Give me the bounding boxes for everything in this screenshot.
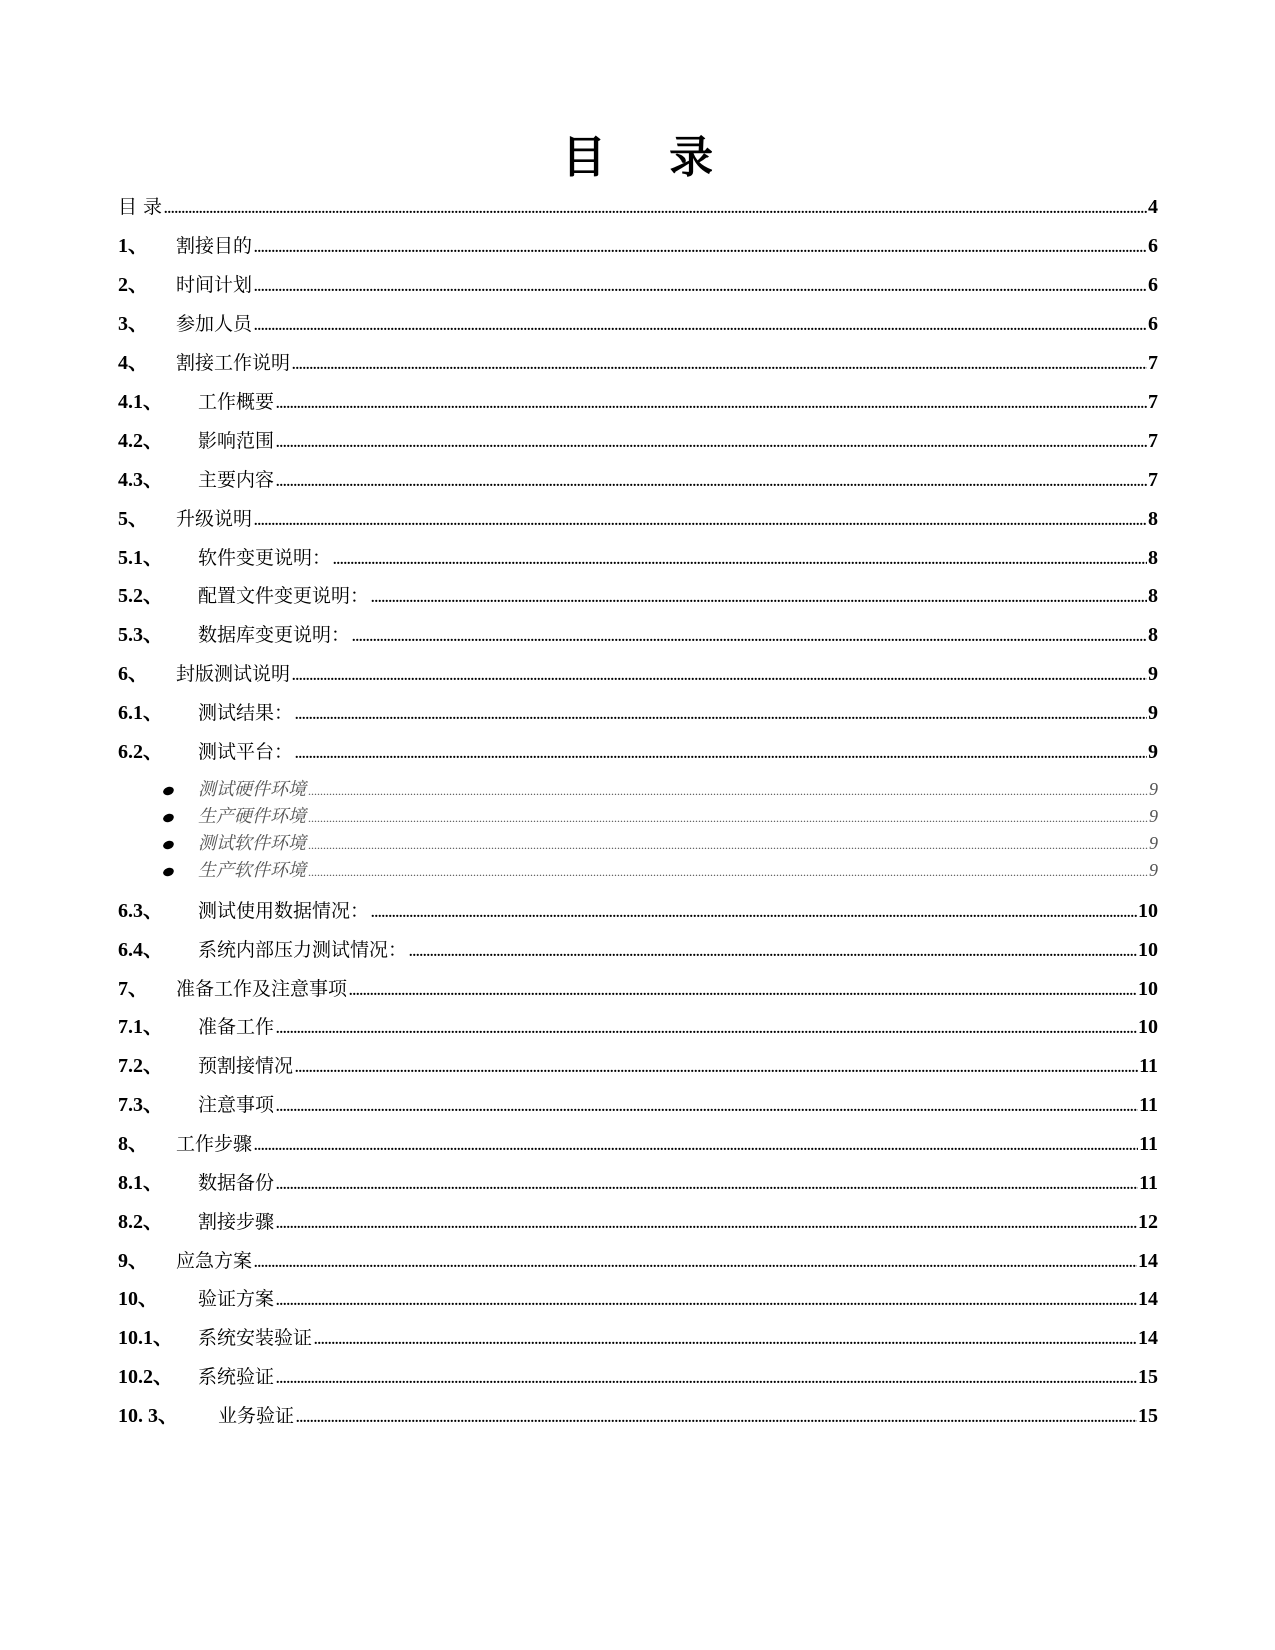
toc-entry[interactable]: [118, 1013, 1158, 1044]
toc-leader-dots: [295, 1055, 1138, 1083]
toc-entry-page-number: 8: [1148, 547, 1158, 569]
toc-entry-label: 预割接情况: [198, 1055, 294, 1077]
toc-entry-label: 割接工作说明: [176, 352, 291, 374]
toc-entry-page-number: 14: [1138, 1250, 1158, 1272]
toc-entry-number: 4.1、: [118, 391, 163, 413]
bullet-icon: [162, 812, 175, 823]
table-of-contents: [118, 0, 1158, 1650]
toc-entry-page-number: 6: [1148, 274, 1158, 296]
toc-entry[interactable]: [118, 699, 1158, 730]
toc-entry-number: 7.1、: [118, 1016, 163, 1038]
toc-entry-number: 10.1、: [118, 1327, 173, 1349]
toc-entry-page-number: 9: [1149, 779, 1158, 799]
toc-entry-label: 数据备份: [198, 1172, 275, 1194]
toc-entry[interactable]: [118, 777, 1158, 803]
toc-entry[interactable]: [118, 858, 1158, 884]
toc-entry[interactable]: [118, 897, 1158, 928]
toc-entry-number: 10.2、: [118, 1366, 173, 1388]
toc-entry[interactable]: [118, 193, 1158, 224]
toc-entry-page-number: 14: [1138, 1327, 1158, 1349]
toc-entry-number: 1、: [118, 235, 148, 257]
toc-leader-dots: [308, 860, 1148, 884]
toc-entry-number: 5、: [118, 508, 148, 530]
toc-leader-dots: [276, 430, 1147, 458]
toc-entry-number: 6.2、: [118, 741, 163, 763]
toc-entry-label: 测试平台：: [198, 741, 294, 763]
toc-entry-label: 软件变更说明：: [198, 547, 332, 569]
toc-leader-dots: [352, 624, 1147, 652]
toc-leader-dots: [254, 508, 1147, 536]
toc-entry-page-number: 7: [1148, 469, 1158, 491]
toc-entry-label: 工作步骤: [176, 1133, 253, 1155]
toc-entry-label: 准备工作及注意事项: [176, 978, 348, 1000]
toc-entry-label: 影响范围: [198, 430, 275, 452]
toc-entry-page-number: 15: [1138, 1405, 1158, 1427]
toc-entry[interactable]: [118, 427, 1158, 458]
toc-entry-page-number: 15: [1138, 1366, 1158, 1388]
toc-leader-dots: [308, 806, 1148, 830]
toc-entry-page-number: 11: [1139, 1055, 1158, 1077]
toc-entry-page-number: 9: [1148, 663, 1158, 685]
toc-entry[interactable]: [118, 804, 1158, 830]
toc-leader-dots: [254, 274, 1147, 302]
toc-entry-number: 8、: [118, 1133, 148, 1155]
toc-entry-number: 6.1、: [118, 702, 163, 724]
toc-entry[interactable]: [118, 232, 1158, 263]
toc-entry-number: 6、: [118, 663, 148, 685]
toc-leader-dots: [295, 702, 1147, 730]
toc-entry-label: 割接步骤: [198, 1211, 275, 1233]
toc-entry-page-number: 6: [1148, 235, 1158, 257]
toc-leader-dots: [254, 1250, 1137, 1278]
toc-entry[interactable]: [118, 271, 1158, 302]
toc-entry[interactable]: [118, 1091, 1158, 1122]
toc-entry-page-number: 8: [1148, 508, 1158, 530]
toc-entry-page-number: 7: [1148, 391, 1158, 413]
toc-entry-label: 系统验证: [198, 1366, 275, 1388]
toc-entry-label: 数据库变更说明：: [198, 624, 351, 646]
toc-entry-label: 生产软件环境: [198, 860, 306, 881]
toc-leader-dots: [276, 1094, 1138, 1122]
toc-entry-page-number: 9: [1149, 806, 1158, 826]
toc-entry-number: 7.3、: [118, 1094, 163, 1116]
toc-entry-page-number: 9: [1148, 741, 1158, 763]
toc-entry[interactable]: [118, 660, 1158, 691]
toc-entry-number: 5.3、: [118, 624, 163, 646]
toc-leader-dots: [371, 585, 1147, 613]
bullet-icon: [162, 785, 175, 796]
toc-leader-dots: [254, 235, 1147, 263]
toc-entry[interactable]: [118, 544, 1158, 575]
toc-entry[interactable]: [118, 1208, 1158, 1239]
toc-entry-label: 应急方案: [176, 1250, 253, 1272]
toc-entry[interactable]: [118, 388, 1158, 419]
toc-entry[interactable]: [118, 1169, 1158, 1200]
toc-entry-number: 9、: [118, 1250, 148, 1272]
toc-entry-number: 4、: [118, 352, 148, 374]
toc-leader-dots: [276, 1172, 1138, 1200]
toc-entry-label: 配置文件变更说明：: [198, 585, 370, 607]
toc-entry-label: 测试使用数据情况：: [198, 900, 370, 922]
toc-entry-number: 6.4、: [118, 939, 163, 961]
toc-entry[interactable]: [118, 310, 1158, 341]
toc-entry-number: 2、: [118, 274, 148, 296]
toc-entry[interactable]: [118, 936, 1158, 967]
toc-entry-number: 4.2、: [118, 430, 163, 452]
toc-entry-number: 8.1、: [118, 1172, 163, 1194]
toc-entry-number: 4.3、: [118, 469, 163, 491]
toc-entry-number: 3、: [118, 313, 148, 335]
toc-entry[interactable]: [118, 349, 1158, 380]
toc-leader-dots: [292, 352, 1147, 380]
toc-leader-dots: [276, 469, 1147, 497]
toc-entry[interactable]: [118, 1247, 1158, 1278]
toc-entry-page-number: 9: [1149, 860, 1158, 880]
toc-leader-dots: [254, 1133, 1138, 1161]
toc-entry[interactable]: [118, 1324, 1158, 1355]
toc-entry-label: 测试软件环境: [198, 833, 306, 854]
toc-entry-label: 验证方案: [198, 1288, 275, 1310]
toc-entry[interactable]: [118, 831, 1158, 857]
toc-entry-page-number: 10: [1138, 900, 1158, 922]
toc-entry-label: 准备工作: [198, 1016, 275, 1038]
toc-leader-dots: [276, 391, 1147, 419]
toc-entry[interactable]: [118, 505, 1158, 536]
toc-entry-label: 封版测试说明: [176, 663, 291, 685]
toc-leader-dots: [276, 1366, 1137, 1394]
toc-leader-dots: [296, 1405, 1137, 1433]
toc-entry-label: 参加人员: [176, 313, 253, 335]
toc-entry-page-number: 11: [1139, 1172, 1158, 1194]
toc-entry-page-number: 8: [1148, 585, 1158, 607]
toc-leader-dots: [276, 1211, 1137, 1239]
toc-entry-number: 6.3、: [118, 900, 163, 922]
toc-entry-label: 主要内容: [198, 469, 275, 491]
toc-entry-page-number: 8: [1148, 624, 1158, 646]
toc-leader-dots: [349, 978, 1137, 1006]
toc-entry-label: 生产硬件环境: [198, 806, 306, 827]
toc-leader-dots: [295, 741, 1147, 769]
toc-leader-dots: [333, 547, 1147, 575]
toc-leader-dots: [276, 1016, 1137, 1044]
toc-entry-label: 目 录: [118, 196, 163, 218]
toc-entry-page-number: 12: [1138, 1211, 1158, 1233]
toc-leader-dots: [409, 939, 1137, 967]
toc-entry-page-number: 4: [1148, 196, 1158, 218]
toc-leader-dots: [164, 196, 1147, 224]
toc-entry[interactable]: [118, 975, 1158, 1006]
toc-entry[interactable]: [118, 1402, 1158, 1433]
toc-entry-page-number: 7: [1148, 352, 1158, 374]
toc-entry-number: 7、: [118, 978, 148, 1000]
toc-leader-dots: [276, 1288, 1137, 1316]
toc-entry-page-number: 11: [1139, 1094, 1158, 1116]
toc-entry-label: 注意事项: [198, 1094, 275, 1116]
toc-entry[interactable]: [118, 1363, 1158, 1394]
toc-entry[interactable]: [118, 1285, 1158, 1316]
toc-entry-page-number: 10: [1138, 1016, 1158, 1038]
bullet-icon: [162, 839, 175, 850]
toc-entry-number: 8.2、: [118, 1211, 163, 1233]
toc-entry[interactable]: [118, 738, 1158, 769]
toc-entry-label: 升级说明: [176, 508, 253, 530]
bullet-icon: [162, 866, 175, 877]
toc-entry[interactable]: [118, 466, 1158, 497]
toc-entry-number: 5.1、: [118, 547, 163, 569]
toc-leader-dots: [314, 1327, 1137, 1355]
toc-entry[interactable]: [118, 582, 1158, 613]
toc-entry[interactable]: [118, 1052, 1158, 1083]
toc-entry-number: 7.2、: [118, 1055, 163, 1077]
toc-entry-label: 系统内部压力测试情况：: [198, 939, 408, 961]
toc-entry-label: 业务验证: [218, 1405, 295, 1427]
toc-leader-dots: [308, 833, 1148, 857]
toc-entry-label: 测试结果：: [198, 702, 294, 724]
toc-entry-number: 5.2、: [118, 585, 163, 607]
toc-entry-page-number: 10: [1138, 978, 1158, 1000]
toc-entry-page-number: 10: [1138, 939, 1158, 961]
toc-entry-page-number: 7: [1148, 430, 1158, 452]
toc-entry-page-number: 9: [1149, 833, 1158, 853]
page-title: 目 录: [561, 132, 738, 183]
toc-leader-dots: [292, 663, 1147, 691]
toc-leader-dots: [371, 900, 1137, 928]
toc-entry-label: 测试硬件环境: [198, 779, 306, 800]
toc-entry-page-number: 14: [1138, 1288, 1158, 1310]
toc-entry-page-number: 9: [1148, 702, 1158, 724]
toc-entry-label: 割接目的: [176, 235, 253, 257]
toc-entry-page-number: 11: [1139, 1133, 1158, 1155]
toc-entry[interactable]: [118, 1130, 1158, 1161]
toc-entry-number: 10. 3、: [118, 1405, 178, 1427]
toc-leader-dots: [254, 313, 1147, 341]
toc-entry-label: 系统安装验证: [198, 1327, 313, 1349]
toc-leader-dots: [308, 779, 1148, 803]
toc-entry-number: 10、: [118, 1288, 158, 1310]
toc-entry-label: 工作概要: [198, 391, 275, 413]
toc-entry[interactable]: [118, 621, 1158, 652]
toc-entry-page-number: 6: [1148, 313, 1158, 335]
toc-entry-label: 时间计划: [176, 274, 253, 296]
